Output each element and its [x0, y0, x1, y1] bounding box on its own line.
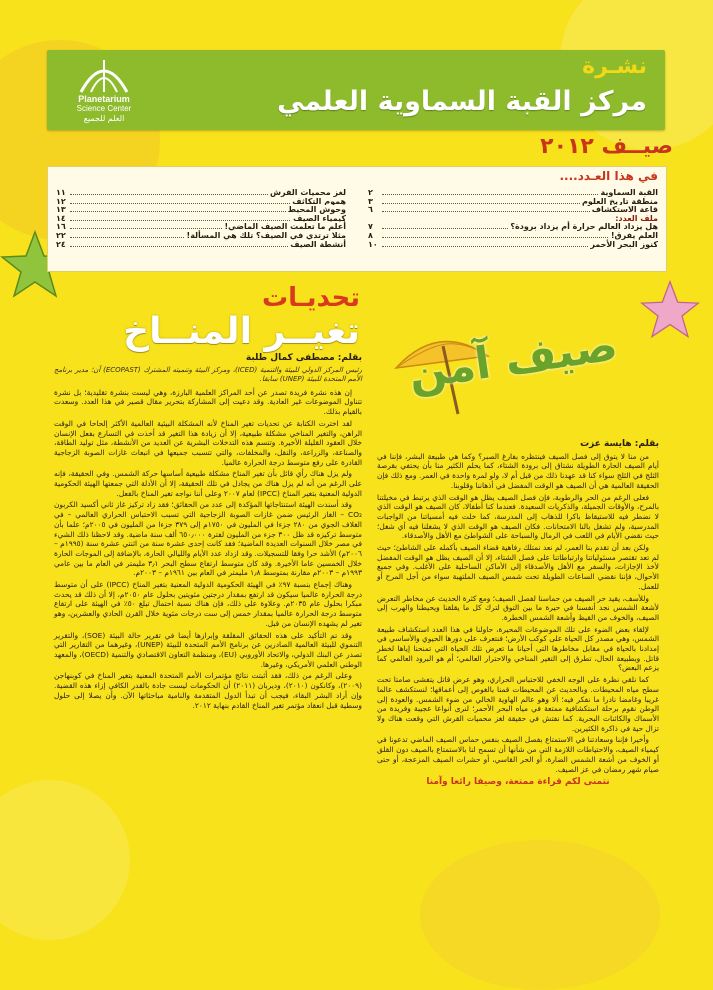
- climate-kicker: تحديـات: [261, 283, 360, 313]
- toc-entry-title: هل يزداد العالم حرارة أم يزداد برودة؟: [510, 222, 658, 232]
- climate-paragraph: وعلى الرغم من ذلك، فقد أثبتت نتائج مؤتمرات الأمم المتحدة المعنية بتغير المناخ في كوبنهاجن (٢٠٠٩)، وكانكون (٢٠١٠)، وديربان (٢٠١١) أن الحكومات ليست جادة بالقدر الكافي إزاء هذه القضية. وإن أراد البشر البقاء، فيجب أن تبدأ الدول المتقدمة والنامية مباحثاتها الآن. وأن يصلا إلى حلول وسطية قبل انعقاد مؤتمر تغير المناخ القادم بنهاية ٢٠١٢.: [54, 671, 362, 710]
- toc-entry-page: ١٦: [56, 222, 66, 232]
- logo-line-2: Science Center: [76, 104, 132, 113]
- dome-icon: [77, 56, 131, 94]
- toc-entry-page: ٢٤: [56, 239, 66, 249]
- summer-closing: نتمنى لكم قراءة ممتعة، وصيفا رائعا وآمنا: [426, 777, 610, 788]
- climate-article-title: [60, 284, 360, 352]
- header-banner: [47, 50, 665, 130]
- summer-paragraph: من منا لا يتوق إلى فصل الصيف فينتظره بفارغ الصبر؟ وكما هي طبيعة البشر، فإننا في أيام الصيف الحارة الطويلة نشتاق إلى برودة الشتاء، كما يحلم الكثير منا بأن يحتفي بقرصة الثلج في الثلج سواء كنا قد عهدنا ذلك من قبل أم لا، ولو لمرة واحدة في العمر. ومع ذلك فإن الحقيقة العالمية هي أن الصيف هو الوقت المفضل في أذهاننا وقلوبنا.: [377, 451, 659, 490]
- climate-article: [54, 354, 362, 914]
- toc-entry-page: ٢٢: [56, 230, 66, 240]
- toc-entry-title: كيمياء الصيف: [293, 213, 346, 223]
- issue-label: صيــف ٢٠١٢: [540, 134, 673, 159]
- toc-entry-title: وحوش المحيط: [287, 205, 346, 215]
- newsletter-kicker: نشـرة: [582, 54, 647, 79]
- toc-entry-title: قاعة الاستكشاف: [591, 205, 658, 215]
- toc-entry-title: القبة السماوية: [600, 188, 658, 197]
- toc-entry-title: كنوز البحر الأحمر: [590, 239, 658, 249]
- toc-entry[interactable]: [368, 241, 658, 250]
- toc-entry-page: ٢: [368, 188, 373, 197]
- summer-paragraph: وللأسف، يقيد حر الصيف من حماسنا لفصل الصيف؛ ومع كثرة الحديث عن مخاطر التعرض لأشعة الشمس نجد أنفسنا في حيرة ما بين التوق لترك كل ما يقلقنا ويحيطنا والهرب إلى الصيف، والخوف من القيظ وأشعة الشمس الخطرة.: [377, 593, 659, 622]
- climate-paragraph: وقد أسندت الهيئة استنتاجاتها المؤكدة إلى عدد من الحقائق؛ فقد زاد تركيز غاز ثاني أكسيد الكربون CO₂ – الغاز الرئيس ضمن غازات الصوبة الزجاجية التي تسبب الاحتباس الحراري العالمي – في الغلاف الجوي من ٢٨٠ جزءا في المليون في ١٧٥٠م إلى ٣٧٩ جزءا من المليون في ٢٠٠٥م؛ علما بأن متوسط تركيزه قد ظل ٣٠٠ جزء من المليون لفترة ٦٥٠٫٠٠٠ ألف سنة ماضية. وقد لاحظنا ذلك الشيء في مصر خلال السنوات العديدة الماضية؛ فقد كانت إحدى عشرة سنة من اثنتي عشرة سنة (١٩٩٥م – ٢٠٠٦م) الأشد حرا وفقا للتسجيلات. وقد ازداد عدد الأيام والليالي الحارة، بالإضافة إلى الموجات الحارة خلال الخمسين عاما الأخيرة. وقد كان متوسط ارتفاع سطح البحر ٣٫١ مليمتر في العام ما بين عامي ١٩٩٣م – ٢٠٠٣م مقارنة بمتوسط ١٫٨ مليمتر في العام بين ١٩٦١م – ٢٠٠٣م.: [54, 500, 362, 578]
- summer-paragraph: كما نلقي نظرة على الوجه الخفي للاحتباس الحراري، وهو عرض قاتل يتفشى صامتا تحت سطح مياه المحيطات. وبالحديث عن المحيطات قمنا بالغوص إلى أعماقها؛ لنستكشف عالما غريبا وغامضا نادرا ما نفكر فيه؛ ألا وهو عالم الهاوية الخالي من ضوء الشمس. والعودة إلى الوطن نقوم برحلة استكشافية ممتعة في مياه البحر الأحمر؛ لنرى أنواعا عجيبة وفريدة من الأسماك والكائنات البحرية. كما نفتش في حقيقة لغز محميات القرش التي وقعت هناك ولا تزال حية في ذاكرة الكثيرين.: [377, 675, 659, 733]
- climate-paragraph: وقد تم التأكيد على هذه الحقائق المقلقة وإبرازها أيضا في تقرير حالة البيئة (SOE)، والتقرير التنموي للبيئة العالمية الصادرين عن برنامج الأمم المتحدة للبيئة (UNEP)، وغيرهما من التقارير التي تصدر عن البنك الدولي، والاتحاد الأوروبي (EU)، ومنظمة التعاون الاقتصادي والتنمية (OECD)، والمعهد الوطني العلمي الأمريكي، وغيرها.: [54, 630, 363, 669]
- toc-heading: في هذا العـدد....: [559, 169, 658, 183]
- toc-entry-page: ١٢: [56, 196, 66, 206]
- summer-paragraph: لإلقاء بعض الضوء على تلك الموضوعات المحيرة، حاولنا في هذا العدد استكشاف طبيعة الشمس، وهي مصدر كل الحياة على كوكب الأرض؛ فنتعرف على دورها الحيوي والأساسي في إمدادنا بالحياة في مقابل مخاطرها التي أحيانا ما تعرض تلك الحياة التي تمنحنا إياها لخطر قاتل. وبطبيعة الحال، تطرق إلى التغير المناخي والاحترار العالمي؛ أم هو البرود العالمي كما يزعم البعض؟: [377, 624, 659, 673]
- toc-entry-title: منطقة تاريخ العلوم: [582, 196, 658, 206]
- toc-entry-page: ٨: [368, 230, 373, 240]
- toc-entry-page: ١١: [56, 188, 66, 197]
- toc-entry-page: ١٤: [56, 213, 66, 223]
- toc-entry-title: مثلا ترتدي في الصيف؟ تلك هي المسألة!: [186, 230, 346, 240]
- climate-author: بقلم: مصطفى كمال طلبة: [245, 353, 362, 363]
- toc-entry-title: ملف العدد:: [615, 213, 658, 223]
- toc-entry-title: أنشطة الصيف: [290, 239, 346, 249]
- toc-entry-page: ٦: [368, 205, 373, 215]
- summer-paragraph: وأخيرا فإننا وسعادتنا في الاستمتاع بفصل الصيف بنفس حماس الصيف الماضي تدعونا في كيمياء الصيف، والاحتياطات اللازمة التي من شأنها أن تسمح لنا بالاستمتاع بالصيف دون القلق أو الخوف من أشعة الشمس الضارة، أو الحر القاسي، أو حشرات الصيف المزعجة، أو حتى صيام شهر رمضان في عز الصيف.: [377, 735, 659, 774]
- toc-entry[interactable]: [56, 241, 346, 250]
- summer-author: بقلم: هايسة عزت: [580, 439, 659, 449]
- logo-line-3: العلم للجميع: [83, 114, 125, 123]
- climate-paragraph: لقد اخترت الكتابة عن تحديات تغير المناخ لأنه المشكلة البيئية العالمية الأكثر إلحاحا في الوقت الراهن، والتغير المناخي مشكلة طبيعية، إلا أن زيادة هذا التغير قد أخذت في التسارع بفعل الإنسان خلال العقود القليلة الأخيرة. وتتسم هذه التدخلات البشرية عن العديد من الأنشطة، مثل توليد الطاقة، والصناعة، والزراعة، والنقل، والمخلفات، والتي تتسبب جميعها في انبعاث غازات الصوبة الزجاجية القادرة على رفع متوسط درجة الحرارة عالميا.: [54, 418, 362, 467]
- newsletter-title: مركز القبة السماوية العلمي: [277, 86, 647, 117]
- climate-affiliation: رئيس المركز الدولي للبيئة والتنمية (ICED)، ومركز البيئة وتنميته المشترك (ECOPAST) آن؛ مدير برنامج الأمم المتحدة للبيئة (UNEP) سابقا.: [54, 365, 363, 383]
- summer-paragraph: فعلى الرغم من الحر والرطوبة، فإن فصل الصيف يظل هو الوقت الذي يرتبط في مخيلتنا بالمرح، والأوقات الجميلة، والذكريات السعيدة. فعندما كنا أطفالا، كان الصيف هو الوقت الذي لا نضطر فيه للاستيقاظ باكرا للذهاب إلى المدرسة، كما خلت فيه أمسياتنا من الواجبات المدرسية، ولم تشغل بالنا الامتحانات. فكان الصيف هو الوقت الذي لا يشغلنا فيه أي شغل؛ حيث نقضي الأيام في اللعب في الرمال والسباحة على الشواطئ مع الأهل والأصدقاء.: [377, 492, 659, 541]
- toc-column-right: [368, 189, 658, 249]
- summer-heading: صيف آمن: [405, 319, 621, 400]
- climate-paragraph: إن هذه نشرة فريدة تصدر عن أحد المراكز العلمية البارزة، وهي ليست بنشرة تقليدية؛ بل نشرة تتناول الموضوعات غير العادية. وقد دعيت إلى المشاركة بتحرير مقال قصير في هذا العدد. وسعدت بالقيام بذلك.: [54, 387, 362, 417]
- toc-entry-page: ٧: [368, 222, 373, 232]
- toc-entry-page: ١٣: [56, 205, 66, 215]
- table-of-contents: [47, 166, 667, 272]
- toc-entry-title: العلم يفرق!: [610, 230, 658, 240]
- toc-entry-title: أعلم ما تعلمت الصيف الماضي!: [224, 222, 346, 232]
- summer-article-title: [388, 319, 658, 418]
- logo-line-1: Planetarium: [78, 94, 130, 104]
- climate-heading: تغيــر المنــاخ: [123, 311, 360, 352]
- climate-paragraph: وهناك إجماع بنسبة ٩٧٪ في الهيئة الحكومية الدولية المعنية بتغير المناخ (IPCC) على أن متوسط درجة الحرارة عالميا سيكون قد ارتفع بمقدار درجتين مئويتين بحلول عام ٢٠٥٠م، إلا أن ذلك قد يحدث مبكرا بحلول عام ٢٠٣٥م. وعلاوة على ذلك، فإن هناك نسبة احتمال تبلغ ٥٠٪ في الهيئة على ارتفاع متوسط درجة الحرارة عالميا بمقدار خمس إلى ست درجات مئوية خلال القرن الحادي والعشرين، وهو تغير لم يشهده الإنسان من قبل.: [54, 580, 362, 628]
- planetarium-logo: [59, 56, 149, 124]
- toc-entry-page: ١٠: [368, 239, 378, 249]
- climate-paragraph: ولم يزل هناك رأي قائل بأن تغير المناخ مشكلة طبيعية أساسها حركة الشمس. وفي الحقيقة، فإنه على الرغم من أنه لم يزل هناك من يجادل في تلك الحقيقة، إلا أن الأدلة التي جمعتها الهيئة الحكومية الدولية المعنية بتغير المناخ (IPCC) لعام ٢٠٠٧ وعلى أننا نواجه تغير المناخ بالفعل.: [54, 469, 362, 498]
- summer-article: [377, 440, 659, 910]
- toc-entry-page: ٣: [368, 196, 373, 206]
- toc-entry-title: هموم التكاثف: [292, 196, 346, 206]
- toc-entry-title: لغز محميات الفرش: [270, 188, 346, 197]
- toc-column-left: [56, 189, 346, 249]
- summer-paragraph: ولكن بعد أن تقدم بنا العمر، لم نعد نمتلك رفاهية قضاء الصيف بأكمله على الشاطئ؛ حيث لم تعد تقتصر مسئولياتنا وارتباطاتنا على فصل الشتاء، إلا أن الصيف يظل هو الوقت المفضل لأخذ الإجازات، والسفر مع الأهل والأصدقاء إلى الأماكن الساحلية على الأغلب. وفي جميع الأحوال، فإننا نقضي الساعات الطويلة تحت شمس الصيف الملتهبة سواء من أجل المرح أو للعمل.: [377, 543, 659, 591]
